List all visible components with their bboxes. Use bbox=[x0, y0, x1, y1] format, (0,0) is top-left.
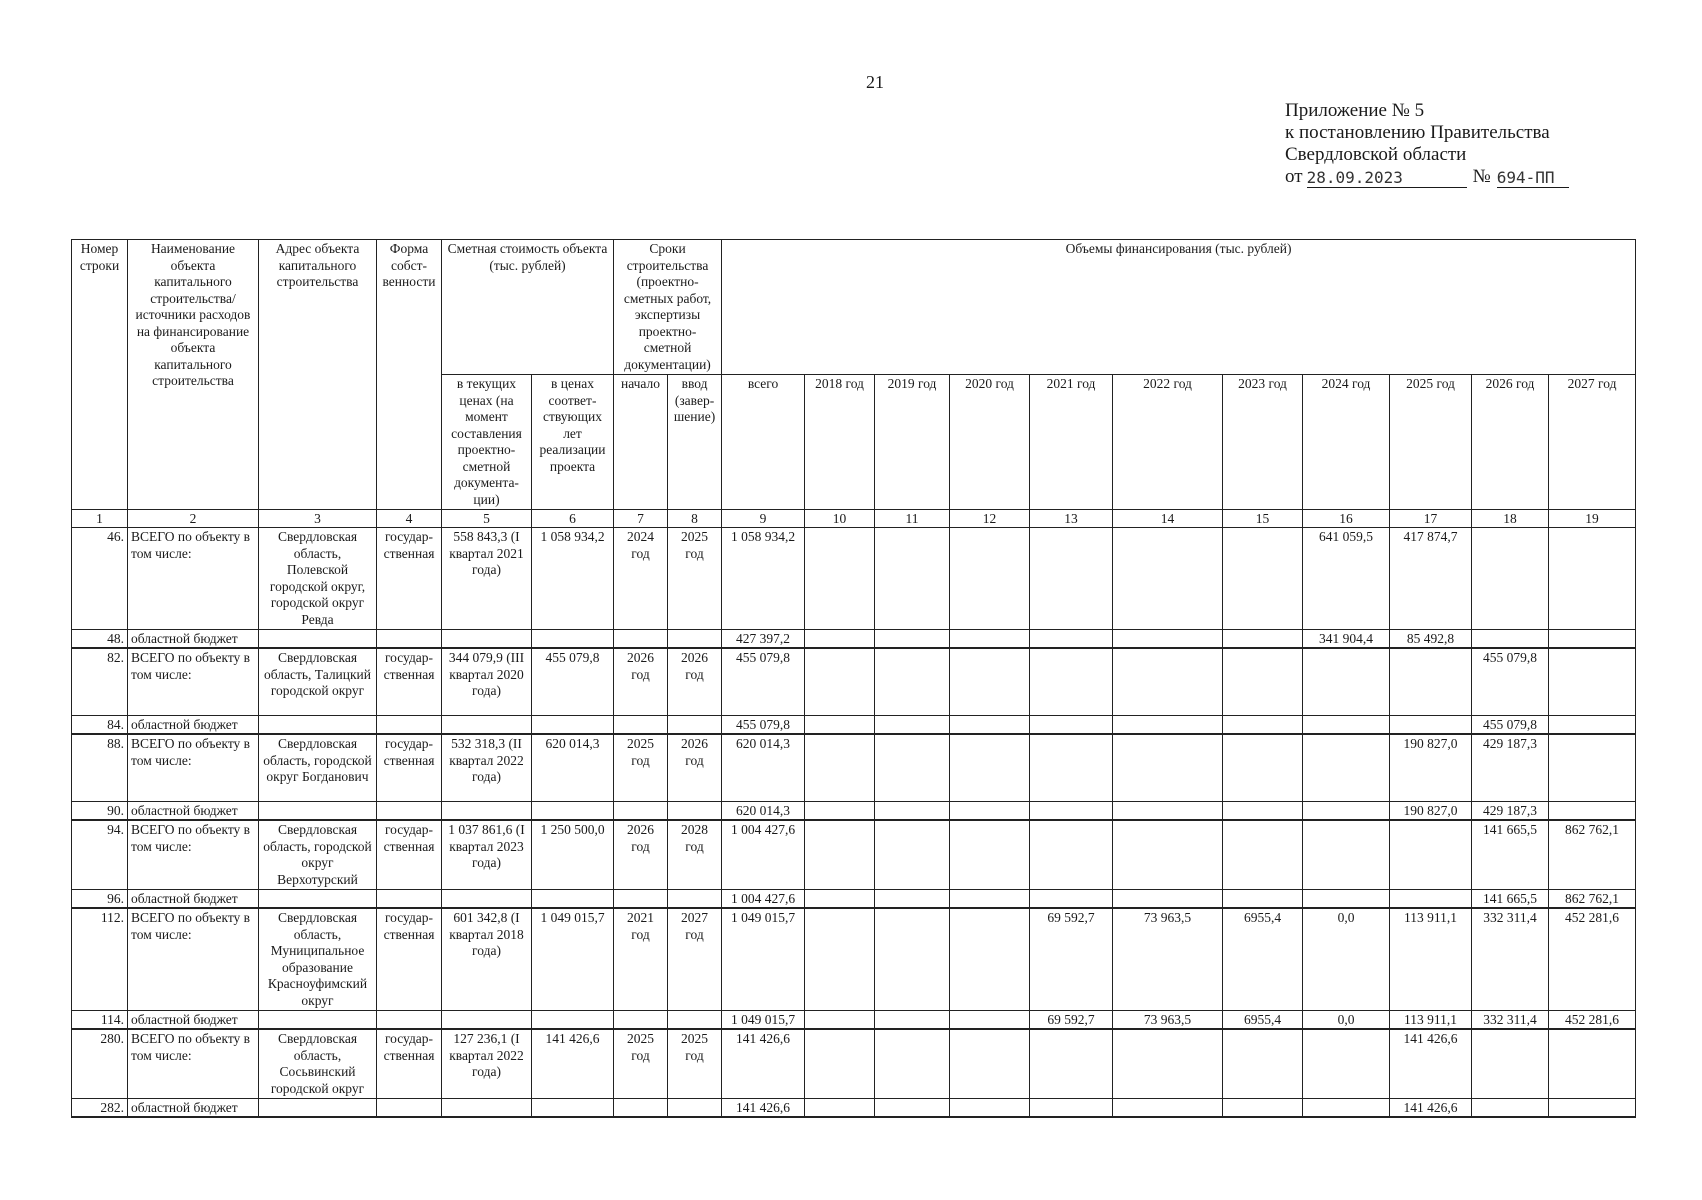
object-name: областной бюджет bbox=[128, 630, 259, 649]
financing-year-value bbox=[1030, 734, 1113, 802]
cost-current-prices bbox=[442, 802, 532, 821]
financing-year-value bbox=[1303, 1099, 1390, 1118]
budget-row bbox=[72, 630, 1636, 649]
financing-year-value bbox=[805, 528, 875, 630]
financing-year-value: 341 904,4 bbox=[1303, 630, 1390, 649]
header-total: всего bbox=[722, 375, 805, 510]
row-number: 90. bbox=[72, 802, 128, 821]
financing-year-value bbox=[950, 630, 1030, 649]
column-number: 11 bbox=[875, 510, 950, 528]
financing-year-value: 332 311,4 bbox=[1472, 1011, 1549, 1030]
financing-year-value: 862 762,1 bbox=[1549, 820, 1636, 890]
financing-year-value: 73 963,5 bbox=[1113, 1011, 1223, 1030]
ownership-form bbox=[377, 1099, 442, 1118]
cost-current-prices bbox=[442, 716, 532, 735]
construction-end bbox=[668, 630, 722, 649]
financing-year-value bbox=[805, 630, 875, 649]
ownership-form: государ-ственная bbox=[377, 734, 442, 802]
object-name: ВСЕГО по объекту в том числе: bbox=[128, 648, 259, 716]
header-row-top bbox=[72, 240, 1636, 375]
header-year: 2019 год bbox=[875, 375, 950, 510]
financing-year-value: 141 665,5 bbox=[1472, 890, 1549, 909]
financing-year-value: 113 911,1 bbox=[1390, 1011, 1472, 1030]
financing-year-value bbox=[805, 802, 875, 821]
financing-year-value bbox=[805, 648, 875, 716]
cost-years-prices: 1 250 500,0 bbox=[532, 820, 614, 890]
financing-total: 1 004 427,6 bbox=[722, 820, 805, 890]
financing-year-value bbox=[805, 1011, 875, 1030]
ownership-form: государ-ственная bbox=[377, 908, 442, 1011]
financing-year-value bbox=[950, 802, 1030, 821]
financing-year-value: 141 665,5 bbox=[1472, 820, 1549, 890]
financing-year-value bbox=[1303, 734, 1390, 802]
header-year: 2020 год bbox=[950, 375, 1030, 510]
object-address: Свердловская область, Полевской городской округ, городской округ Ревда bbox=[259, 528, 377, 630]
row-number: 114. bbox=[72, 1011, 128, 1030]
financing-year-value bbox=[1030, 528, 1113, 630]
cost-years-prices: 620 014,3 bbox=[532, 734, 614, 802]
column-number: 4 bbox=[377, 510, 442, 528]
construction-end: 2026 год bbox=[668, 648, 722, 716]
financing-table bbox=[71, 239, 1636, 1118]
financing-year-value bbox=[950, 734, 1030, 802]
financing-year-value bbox=[950, 820, 1030, 890]
appendix-title: Приложение № 5 bbox=[1285, 100, 1425, 121]
financing-year-value bbox=[950, 716, 1030, 735]
object-name: ВСЕГО по объекту в том числе: bbox=[128, 1029, 259, 1099]
ownership-form: государ-ственная bbox=[377, 1029, 442, 1099]
financing-total: 620 014,3 bbox=[722, 734, 805, 802]
ownership-form: государ-ственная bbox=[377, 528, 442, 630]
financing-year-value bbox=[1390, 820, 1472, 890]
financing-year-value bbox=[875, 890, 950, 909]
financing-year-value bbox=[875, 1029, 950, 1099]
financing-year-value bbox=[1030, 716, 1113, 735]
financing-year-value: 417 874,7 bbox=[1390, 528, 1472, 630]
object-name: областной бюджет bbox=[128, 716, 259, 735]
financing-year-value: 69 592,7 bbox=[1030, 1011, 1113, 1030]
object-address bbox=[259, 1099, 377, 1118]
column-number: 14 bbox=[1113, 510, 1223, 528]
header-row-number: Номер строки bbox=[72, 240, 128, 510]
construction-end: 2025 год bbox=[668, 528, 722, 630]
cost-current-prices: 601 342,8 (I квартал 2018 года) bbox=[442, 908, 532, 1011]
financing-year-value bbox=[1303, 820, 1390, 890]
construction-start bbox=[614, 716, 668, 735]
financing-year-value bbox=[1113, 1029, 1223, 1099]
object-address bbox=[259, 1011, 377, 1030]
financing-year-value bbox=[1113, 716, 1223, 735]
financing-year-value: 0,0 bbox=[1303, 1011, 1390, 1030]
column-number: 13 bbox=[1030, 510, 1113, 528]
financing-year-value bbox=[1113, 630, 1223, 649]
construction-start bbox=[614, 1099, 668, 1118]
financing-total: 1 049 015,7 bbox=[722, 908, 805, 1011]
financing-year-value: 641 059,5 bbox=[1303, 528, 1390, 630]
cost-years-prices: 455 079,8 bbox=[532, 648, 614, 716]
financing-year-value bbox=[1303, 1029, 1390, 1099]
cost-years-prices bbox=[532, 630, 614, 649]
financing-year-value: 452 281,6 bbox=[1549, 908, 1636, 1011]
financing-year-value: 455 079,8 bbox=[1472, 716, 1549, 735]
financing-year-value bbox=[875, 802, 950, 821]
financing-year-value bbox=[1223, 734, 1303, 802]
financing-year-value bbox=[805, 734, 875, 802]
financing-year-value bbox=[950, 528, 1030, 630]
construction-end bbox=[668, 716, 722, 735]
financing-year-value bbox=[1472, 528, 1549, 630]
construction-start: 2025 год bbox=[614, 734, 668, 802]
header-year: 2027 год bbox=[1549, 375, 1636, 510]
financing-year-value bbox=[1223, 1029, 1303, 1099]
cost-current-prices bbox=[442, 630, 532, 649]
header-end: ввод (завер-шение) bbox=[668, 375, 722, 510]
column-number: 8 bbox=[668, 510, 722, 528]
object-address bbox=[259, 716, 377, 735]
header-year: 2024 год bbox=[1303, 375, 1390, 510]
financing-total: 620 014,3 bbox=[722, 802, 805, 821]
financing-year-value bbox=[1472, 1029, 1549, 1099]
object-address: Свердловская область, городской округ Богданович bbox=[259, 734, 377, 802]
column-number: 3 bbox=[259, 510, 377, 528]
financing-year-value bbox=[1223, 716, 1303, 735]
financing-year-value bbox=[1549, 1029, 1636, 1099]
financing-year-value: 0,0 bbox=[1303, 908, 1390, 1011]
financing-year-value bbox=[805, 1099, 875, 1118]
table-body bbox=[72, 528, 1636, 1118]
appendix-region: Свердловской области bbox=[1285, 144, 1467, 165]
financing-year-value: 452 281,6 bbox=[1549, 1011, 1636, 1030]
header-year: 2026 год bbox=[1472, 375, 1549, 510]
resolution-date: 28.09.2023 bbox=[1307, 169, 1467, 188]
financing-year-value: 862 762,1 bbox=[1549, 890, 1636, 909]
financing-year-value bbox=[1113, 802, 1223, 821]
construction-end: 2027 год bbox=[668, 908, 722, 1011]
financing-year-value bbox=[875, 820, 950, 890]
header-financing-volumes: Объемы финансирования (тыс. рублей) bbox=[722, 240, 1636, 375]
construction-start: 2024 год bbox=[614, 528, 668, 630]
financing-year-value bbox=[1113, 734, 1223, 802]
financing-total: 141 426,6 bbox=[722, 1029, 805, 1099]
row-number: 46. bbox=[72, 528, 128, 630]
financing-year-value bbox=[1549, 734, 1636, 802]
financing-year-value bbox=[1030, 890, 1113, 909]
column-number: 1 bbox=[72, 510, 128, 528]
financing-year-value: 190 827,0 bbox=[1390, 802, 1472, 821]
object-total-row bbox=[72, 1029, 1636, 1099]
header-year: 2018 год bbox=[805, 375, 875, 510]
column-number: 18 bbox=[1472, 510, 1549, 528]
financing-year-value bbox=[1030, 1099, 1113, 1118]
financing-year-value bbox=[1549, 802, 1636, 821]
budget-row bbox=[72, 716, 1636, 735]
financing-year-value bbox=[875, 734, 950, 802]
row-number: 94. bbox=[72, 820, 128, 890]
financing-year-value bbox=[950, 1011, 1030, 1030]
financing-year-value bbox=[1113, 1099, 1223, 1118]
cost-current-prices: 1 037 861,6 (I квартал 2023 года) bbox=[442, 820, 532, 890]
budget-row bbox=[72, 802, 1636, 821]
financing-total: 1 058 934,2 bbox=[722, 528, 805, 630]
cost-current-prices bbox=[442, 1011, 532, 1030]
object-address bbox=[259, 890, 377, 909]
construction-end: 2028 год bbox=[668, 820, 722, 890]
column-number: 12 bbox=[950, 510, 1030, 528]
column-numbers-row bbox=[72, 510, 1636, 528]
object-name: ВСЕГО по объекту в том числе: bbox=[128, 820, 259, 890]
financing-year-value: 73 963,5 bbox=[1113, 908, 1223, 1011]
construction-start bbox=[614, 890, 668, 909]
object-name: ВСЕГО по объекту в том числе: bbox=[128, 528, 259, 630]
number-label: № bbox=[1472, 166, 1491, 187]
financing-year-value bbox=[1549, 648, 1636, 716]
financing-year-value bbox=[805, 1029, 875, 1099]
construction-start: 2026 год bbox=[614, 820, 668, 890]
financing-total: 455 079,8 bbox=[722, 716, 805, 735]
row-number: 88. bbox=[72, 734, 128, 802]
budget-row bbox=[72, 1011, 1636, 1030]
financing-year-value bbox=[1549, 716, 1636, 735]
column-number: 7 bbox=[614, 510, 668, 528]
construction-end: 2026 год bbox=[668, 734, 722, 802]
financing-year-value bbox=[1113, 820, 1223, 890]
object-address bbox=[259, 802, 377, 821]
financing-year-value: 6955,4 bbox=[1223, 908, 1303, 1011]
object-total-row bbox=[72, 528, 1636, 630]
financing-year-value bbox=[1390, 890, 1472, 909]
cost-years-prices bbox=[532, 802, 614, 821]
column-number: 9 bbox=[722, 510, 805, 528]
financing-total: 455 079,8 bbox=[722, 648, 805, 716]
financing-year-value bbox=[1223, 648, 1303, 716]
object-address: Свердловская область, Сосьвинский городской округ bbox=[259, 1029, 377, 1099]
financing-year-value bbox=[875, 630, 950, 649]
appendix-header bbox=[1285, 100, 1569, 188]
financing-year-value: 332 311,4 bbox=[1472, 908, 1549, 1011]
financing-total: 141 426,6 bbox=[722, 1099, 805, 1118]
object-name: ВСЕГО по объекту в том числе: bbox=[128, 734, 259, 802]
budget-row bbox=[72, 890, 1636, 909]
object-address: Свердловская область, Муниципальное образование Красноуфимский округ bbox=[259, 908, 377, 1011]
financing-year-value bbox=[1223, 802, 1303, 821]
header-cost-years: в ценах соответ-ствующих лет реализации проекта bbox=[532, 375, 614, 510]
budget-row bbox=[72, 1099, 1636, 1118]
financing-year-value bbox=[1113, 648, 1223, 716]
financing-year-value bbox=[875, 1011, 950, 1030]
financing-year-value: 190 827,0 bbox=[1390, 734, 1472, 802]
header-start: начало bbox=[614, 375, 668, 510]
row-number: 280. bbox=[72, 1029, 128, 1099]
financing-year-value bbox=[1030, 1029, 1113, 1099]
column-number: 5 bbox=[442, 510, 532, 528]
financing-year-value bbox=[950, 648, 1030, 716]
financing-total: 427 397,2 bbox=[722, 630, 805, 649]
header-object-name: Наименование объекта капитального строительства/ источники расходов на финансирование объекта капитального строительства bbox=[128, 240, 259, 510]
financing-year-value bbox=[1303, 890, 1390, 909]
financing-year-value bbox=[1113, 890, 1223, 909]
object-name: областной бюджет bbox=[128, 1011, 259, 1030]
cost-years-prices bbox=[532, 1011, 614, 1030]
financing-year-value: 113 911,1 bbox=[1390, 908, 1472, 1011]
financing-year-value bbox=[1030, 630, 1113, 649]
financing-year-value bbox=[805, 820, 875, 890]
row-number: 96. bbox=[72, 890, 128, 909]
object-total-row bbox=[72, 648, 1636, 716]
row-number: 48. bbox=[72, 630, 128, 649]
header-year: 2021 год bbox=[1030, 375, 1113, 510]
ownership-form bbox=[377, 1011, 442, 1030]
page-number: 21 bbox=[866, 72, 884, 92]
cost-current-prices bbox=[442, 890, 532, 909]
ownership-form: государ-ственная bbox=[377, 820, 442, 890]
header-cost-current: в текущих ценах (на момент составления проектно-сметной документа-ции) bbox=[442, 375, 532, 510]
financing-year-value bbox=[1390, 716, 1472, 735]
cost-current-prices: 558 843,3 (I квартал 2021 года) bbox=[442, 528, 532, 630]
cost-years-prices bbox=[532, 890, 614, 909]
column-number: 6 bbox=[532, 510, 614, 528]
financing-year-value bbox=[875, 1099, 950, 1118]
financing-year-value: 6955,4 bbox=[1223, 1011, 1303, 1030]
financing-year-value bbox=[875, 648, 950, 716]
header-construction-terms: Сроки строительства (проектно-сметных работ, экспертизы проектно-сметной документации) bbox=[614, 240, 722, 375]
construction-start bbox=[614, 1011, 668, 1030]
financing-year-value bbox=[1113, 528, 1223, 630]
object-address: Свердловская область, Талицкий городской округ bbox=[259, 648, 377, 716]
financing-year-value bbox=[1549, 1099, 1636, 1118]
cost-current-prices: 344 079,9 (III квартал 2020 года) bbox=[442, 648, 532, 716]
financing-total: 1 049 015,7 bbox=[722, 1011, 805, 1030]
financing-year-value: 429 187,3 bbox=[1472, 802, 1549, 821]
financing-year-value bbox=[1030, 802, 1113, 821]
financing-year-value bbox=[1030, 648, 1113, 716]
object-name: ВСЕГО по объекту в том числе: bbox=[128, 908, 259, 1011]
financing-year-value bbox=[1303, 802, 1390, 821]
row-number: 282. bbox=[72, 1099, 128, 1118]
financing-year-value bbox=[1223, 528, 1303, 630]
financing-year-value bbox=[805, 908, 875, 1011]
ownership-form bbox=[377, 630, 442, 649]
financing-year-value bbox=[805, 716, 875, 735]
header-estimated-cost: Сметная стоимость объекта (тыс. рублей) bbox=[442, 240, 614, 375]
resolution-reference bbox=[1285, 166, 1569, 188]
ownership-form bbox=[377, 890, 442, 909]
object-total-row bbox=[72, 820, 1636, 890]
object-address: Свердловская область, городской округ Верхотурский bbox=[259, 820, 377, 890]
construction-end bbox=[668, 1011, 722, 1030]
object-total-row bbox=[72, 734, 1636, 802]
column-number: 15 bbox=[1223, 510, 1303, 528]
construction-start bbox=[614, 630, 668, 649]
financing-year-value: 85 492,8 bbox=[1390, 630, 1472, 649]
object-address bbox=[259, 630, 377, 649]
row-number: 82. bbox=[72, 648, 128, 716]
financing-year-value bbox=[1223, 1099, 1303, 1118]
cost-current-prices: 127 236,1 (I квартал 2022 года) bbox=[442, 1029, 532, 1099]
column-number: 19 bbox=[1549, 510, 1636, 528]
financing-year-value bbox=[1223, 630, 1303, 649]
column-number: 16 bbox=[1303, 510, 1390, 528]
header-year: 2022 год bbox=[1113, 375, 1223, 510]
financing-year-value: 141 426,6 bbox=[1390, 1029, 1472, 1099]
row-number: 84. bbox=[72, 716, 128, 735]
financing-total: 1 004 427,6 bbox=[722, 890, 805, 909]
row-number: 112. bbox=[72, 908, 128, 1011]
financing-year-value bbox=[875, 908, 950, 1011]
header-ownership: Форма собст-венности bbox=[377, 240, 442, 510]
construction-end bbox=[668, 802, 722, 821]
resolution-number: 694-ПП bbox=[1497, 169, 1569, 188]
financing-year-value bbox=[1549, 630, 1636, 649]
column-number: 2 bbox=[128, 510, 259, 528]
financing-year-value bbox=[950, 908, 1030, 1011]
cost-years-prices: 1 049 015,7 bbox=[532, 908, 614, 1011]
financing-year-value bbox=[875, 716, 950, 735]
financing-year-value: 429 187,3 bbox=[1472, 734, 1549, 802]
appendix-subtitle: к постановлению Правительства bbox=[1285, 122, 1550, 143]
financing-year-value bbox=[1549, 528, 1636, 630]
financing-year-value bbox=[1303, 648, 1390, 716]
financing-year-value bbox=[1223, 890, 1303, 909]
financing-year-value: 69 592,7 bbox=[1030, 908, 1113, 1011]
cost-years-prices: 141 426,6 bbox=[532, 1029, 614, 1099]
financing-year-value bbox=[805, 890, 875, 909]
cost-years-prices bbox=[532, 1099, 614, 1118]
object-name: областной бюджет bbox=[128, 1099, 259, 1118]
ownership-form bbox=[377, 716, 442, 735]
construction-end bbox=[668, 1099, 722, 1118]
cost-years-prices bbox=[532, 716, 614, 735]
column-number: 17 bbox=[1390, 510, 1472, 528]
financing-year-value bbox=[950, 890, 1030, 909]
financing-year-value bbox=[950, 1029, 1030, 1099]
column-number: 10 bbox=[805, 510, 875, 528]
construction-end: 2025 год bbox=[668, 1029, 722, 1099]
cost-current-prices: 532 318,3 (II квартал 2022 года) bbox=[442, 734, 532, 802]
object-name: областной бюджет bbox=[128, 802, 259, 821]
object-total-row bbox=[72, 908, 1636, 1011]
financing-year-value bbox=[1303, 716, 1390, 735]
header-address: Адрес объекта капитального строительства bbox=[259, 240, 377, 510]
construction-start: 2021 год bbox=[614, 908, 668, 1011]
financing-year-value bbox=[950, 1099, 1030, 1118]
construction-start bbox=[614, 802, 668, 821]
financing-year-value bbox=[875, 528, 950, 630]
object-name: областной бюджет bbox=[128, 890, 259, 909]
financing-year-value bbox=[1223, 820, 1303, 890]
financing-year-value bbox=[1030, 820, 1113, 890]
cost-years-prices: 1 058 934,2 bbox=[532, 528, 614, 630]
from-label: от bbox=[1285, 166, 1303, 187]
financing-year-value bbox=[1472, 630, 1549, 649]
financing-year-value: 141 426,6 bbox=[1390, 1099, 1472, 1118]
header-year: 2023 год bbox=[1223, 375, 1303, 510]
ownership-form bbox=[377, 802, 442, 821]
construction-end bbox=[668, 890, 722, 909]
cost-current-prices bbox=[442, 1099, 532, 1118]
construction-start: 2026 год bbox=[614, 648, 668, 716]
header-year: 2025 год bbox=[1390, 375, 1472, 510]
financing-year-value bbox=[1472, 1099, 1549, 1118]
financing-year-value bbox=[1390, 648, 1472, 716]
financing-year-value: 455 079,8 bbox=[1472, 648, 1549, 716]
construction-start: 2025 год bbox=[614, 1029, 668, 1099]
ownership-form: государ-ственная bbox=[377, 648, 442, 716]
